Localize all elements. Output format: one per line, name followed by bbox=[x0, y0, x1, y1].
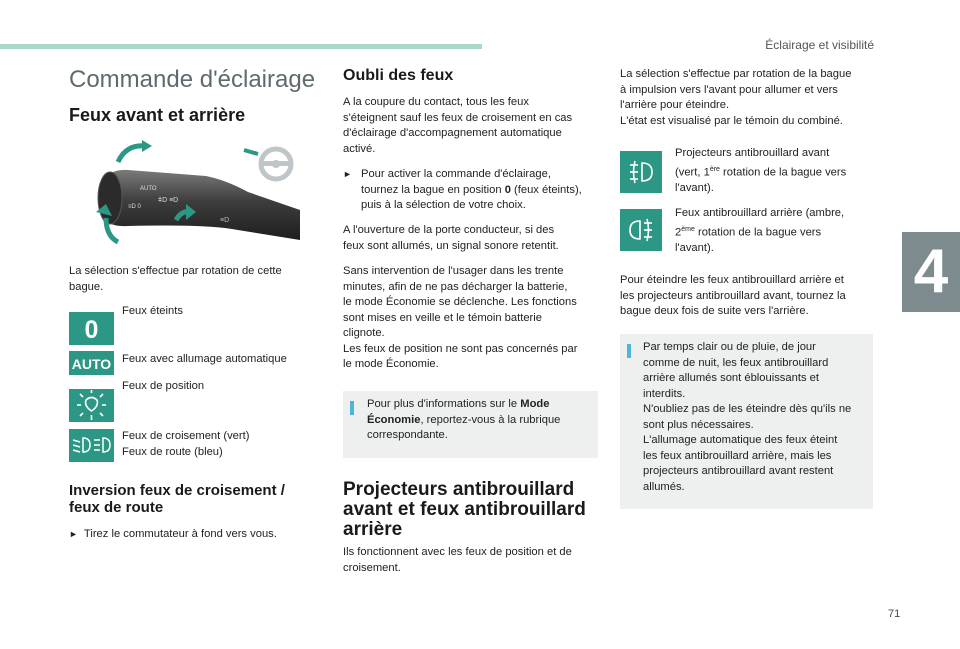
chapter-number: 4 bbox=[913, 237, 949, 306]
page-title: Commande d'éclairage bbox=[69, 66, 316, 93]
page-number: 71 bbox=[888, 608, 901, 620]
section-header: Éclairage et visibilité bbox=[765, 38, 874, 52]
label-position-lights: Feux de position bbox=[122, 380, 205, 392]
label-front-fog: Projecteurs antibrouillard avant (vert, 1ère rotation de la bague vers l'avant). bbox=[675, 147, 847, 194]
low-high-beam-icon bbox=[69, 429, 114, 462]
bullet-arrow-icon: ► bbox=[343, 169, 352, 179]
inversion-instruction: ► Tirez le commutateur à fond vers vous. bbox=[69, 528, 277, 540]
section-title-fog-lights: Projecteurs antibrouillard avant et feux antibrouillard arrière bbox=[343, 479, 586, 540]
section-title-front-rear: Feux avant et arrière bbox=[69, 105, 246, 125]
intro-paragraph: La sélection s'effectue par rotation de cette bague. bbox=[69, 265, 282, 293]
lighting-stalk-icon bbox=[88, 140, 303, 250]
activation-instruction: ► Pour activer la commande d'éclairage, tournez la bague en position 0 (feux éteints), puis à la sélection de votre choix. bbox=[343, 168, 582, 211]
svg-text:≡D 0: ≡D 0 bbox=[128, 204, 141, 210]
lighting-stalk-illustration bbox=[88, 140, 303, 250]
svg-text:AUTO: AUTO bbox=[140, 186, 157, 192]
svg-text:AUTO: AUTO bbox=[71, 356, 112, 372]
economy-mode-paragraph: Sans intervention de l'usager dans les trente minutes, afin de ne pas décharger la batterie, le mode Économie se déclenche. Les fonctions sont mises en veille et le témoin batterie clignote. Les feux de position ne sont pas concernés par le mode Économie. bbox=[343, 265, 578, 370]
forgotten-lights-paragraph: A la coupure du contact, tous les feux s'éteignent sauf les feux de croisement en cas d'éclairage d'accompagnement automatique activé. bbox=[343, 96, 573, 155]
svg-text:≡D: ≡D bbox=[220, 217, 230, 224]
fog-off-paragraph: Pour éteindre les feux antibrouillard arrière et les projecteurs antibrouillard avant, tournez la bague deux fois de suite vers l'arrière. bbox=[620, 274, 846, 317]
section-title-forgotten-lights: Oubli des feux bbox=[343, 67, 454, 84]
svg-text:0: 0 bbox=[84, 316, 99, 344]
label-lights-off: Feux éteints bbox=[122, 305, 183, 317]
info-bar-icon bbox=[627, 344, 631, 358]
svg-text:ǂD ≡D: ǂD ≡D bbox=[158, 197, 179, 204]
door-opening-paragraph: A l'ouverture de la porte conducteur, si des feux sont allumés, un signal sonore retentit. bbox=[343, 224, 559, 252]
fog-selection-paragraph: La sélection s'effectue par rotation de la bague à impulsion vers l'avant pour allumer et vers l'arrière pour éteindre. L'état est visualisé par le témoin du combiné. bbox=[620, 68, 852, 127]
label-beams: Feux de croisement (vert) Feux de route (bleu) bbox=[122, 430, 250, 458]
fog-lights-paragraph: Ils fonctionnent avec les feux de position et de croisement. bbox=[343, 546, 572, 574]
label-rear-fog: Feux antibrouillard arrière (ambre, 2ème rotation de la bague vers l'avant). bbox=[675, 207, 845, 254]
label-auto-lights: Feux avec allumage automatique bbox=[122, 353, 287, 365]
chapter-tab bbox=[902, 232, 960, 312]
section-title-beam-inversion: Inversion feux de croisement / feux de route bbox=[69, 482, 285, 516]
economy-mode-note: Pour plus d'informations sur le Mode Économie, reportez-vous à la rubrique correspondante. bbox=[343, 391, 598, 458]
header-bar bbox=[0, 44, 482, 49]
bullet-arrow-icon: ► bbox=[69, 529, 78, 539]
rear-fog-warning-note: Par temps clair ou de pluie, de jour comme de nuit, les feux antibrouillard arrière allumés sont éblouissants et interdits. N'oubliez pas de les éteindre dès qu'ils ne sont plus nécessaires. L'allumage automatique des feux éteint les feux antibrouillard arrière, mais les projecteurs antibrouillard avant restent allumés. bbox=[620, 334, 873, 509]
position-lights-icon bbox=[69, 389, 114, 422]
auto-icon bbox=[69, 351, 114, 375]
zero-icon bbox=[69, 312, 114, 345]
front-fog-icon bbox=[620, 151, 662, 193]
info-bar-icon bbox=[350, 401, 354, 415]
rear-fog-icon bbox=[620, 209, 662, 251]
